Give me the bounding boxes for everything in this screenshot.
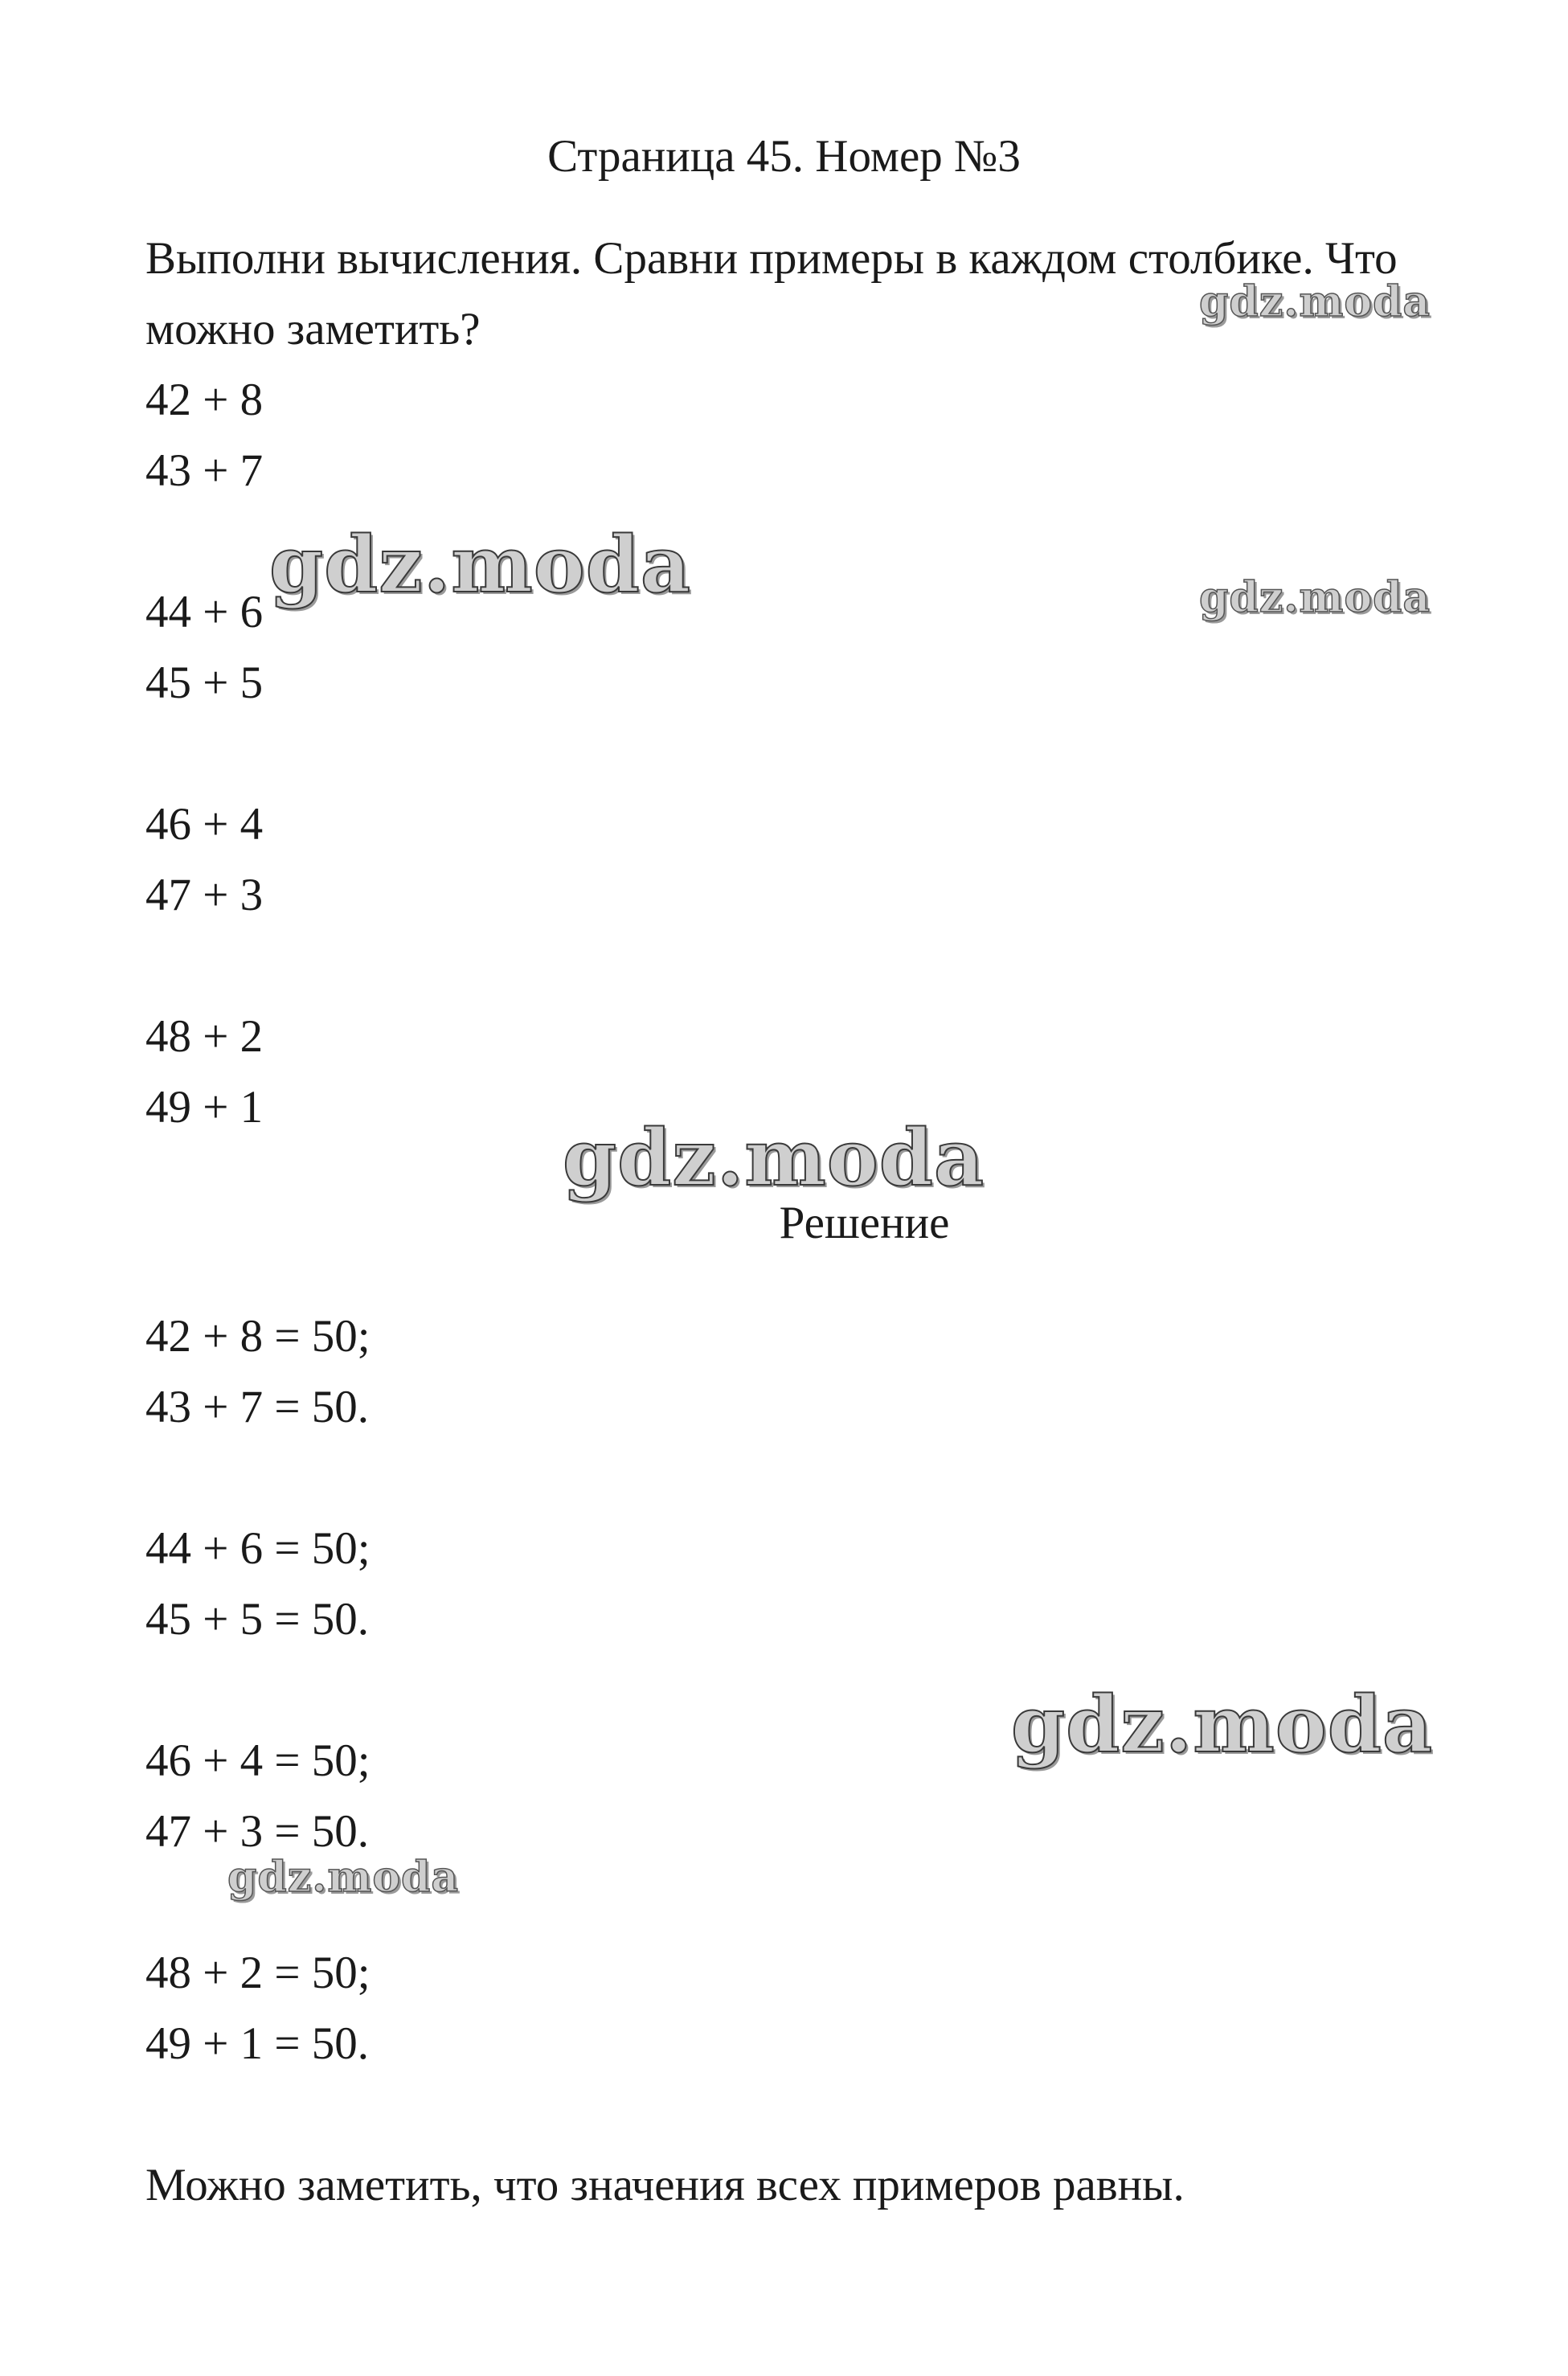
solution-line: 43 + 7 = 50. (145, 1382, 370, 1432)
solution-heading: Решение (779, 1198, 950, 1248)
solution-line: 46 + 4 = 50; (145, 1735, 371, 1786)
conclusion-text: Можно заметить, что значения всех примеров равны. (145, 2160, 1185, 2210)
example-item: 46 + 4 (145, 799, 264, 850)
solution-line: 49 + 1 = 50. (145, 2018, 370, 2069)
example-item: 47 + 3 (145, 870, 264, 920)
watermark-logo: gdz.moda (1011, 1679, 1434, 1770)
example-item: 45 + 5 (145, 657, 264, 708)
solution-line: 48 + 2 = 50; (145, 1948, 371, 1998)
task-text-line-1: Выполни вычисления. Сравни примеры в каждом столбике. Что (145, 233, 1398, 284)
example-item: 49 + 1 (145, 1082, 264, 1133)
example-item: 48 + 2 (145, 1011, 264, 1062)
task-text-line-2: можно заметить? (145, 304, 481, 354)
watermark-logo: gdz.moda (269, 519, 692, 610)
watermark-logo: gdz.moda (563, 1112, 985, 1203)
example-item: 42 + 8 (145, 375, 264, 425)
solution-line: 44 + 6 = 50; (145, 1523, 371, 1574)
example-item: 43 + 7 (145, 445, 264, 496)
solution-line: 45 + 5 = 50. (145, 1594, 370, 1645)
watermark-logo: gdz.moda (1199, 277, 1431, 326)
solution-line: 42 + 8 = 50; (145, 1311, 371, 1362)
example-item: 44 + 6 (145, 587, 264, 637)
watermark-logo: gdz.moda (1199, 573, 1431, 622)
solution-line: 47 + 3 = 50. (145, 1806, 370, 1857)
watermark-logo: gdz.moda (227, 1853, 460, 1902)
page-title: Страница 45. Номер №3 (547, 131, 1021, 182)
